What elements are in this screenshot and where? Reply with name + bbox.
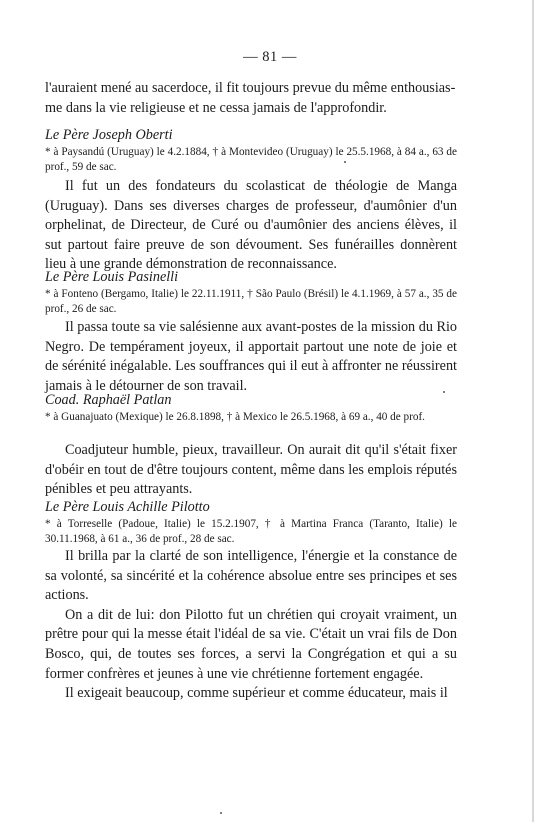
obituary-text-patlan <box>45 441 457 500</box>
entry-paragraph: Coadjuteur humble, pieux, travailleur. On aurait dit qu'il s'était fixer d'obéir en tout de d'être toujours content, même dans les emplois réputés pénibles et peu attrayants. <box>45 442 457 498</box>
entry-paragraph: Il brilla par la clarté de son intelligence, l'énergie et la constance de sa volonté, sa sincérité et la cohérence absolue entre ses principes et ses actions. <box>45 548 457 604</box>
obituary-text-oberti <box>45 177 457 275</box>
entry-details: * à Torreselle (Padoue, Italie) le 15.2.1907, † à Martina Franca (Taranto, Italie) le 30.11.1968, à 61 a., 36 de prof., 28 de sac. <box>45 518 457 545</box>
obituary-entry-pasinelli <box>45 268 457 316</box>
scan-speck <box>443 391 445 393</box>
page-edge <box>532 0 534 822</box>
intro-line-1: l'auraient mené au sacerdoce, il fit toujours prevue du même enthousias- <box>45 80 456 96</box>
entry-paragraph: Il passa toute sa vie salésienne aux avant-postes de la mission du Rio Negro. De tempérament joyeux, il apportait partout une note de joie et de sérénité inégalable. Les souffrances qui il eut à affronter ne réussirent jamais à le détourner de son travail. <box>45 319 457 394</box>
entry-name: Coad. Raphaël Patlan <box>45 392 172 408</box>
entry-name: Le Père Louis Pasinelli <box>45 269 179 285</box>
intro-line-2: me dans la vie religieuse et ne cessa jamais de l'approfondir. <box>45 99 387 116</box>
entry-paragraph: On a dit de lui: don Pilotto fut un chrétien qui croyait vraiment, un prêtre pour qui la messe était l'idéal de sa vie. C'était un vrai fils de Don Bosco, qui, de toutes ses forces, a servi la Congrégation et qui a su former confrères et jeunes à une vie chrétienne fortement engagée. <box>45 606 457 682</box>
entry-paragraph: Il exigeait beaucoup, comme supérieur et comme éducateur, mais il <box>65 685 448 702</box>
obituary-text-pasinelli <box>45 318 457 396</box>
obituary-entry-patlan <box>45 391 457 425</box>
obituary-entry-oberti <box>45 126 457 174</box>
entry-name: Le Père Joseph Oberti <box>45 127 173 143</box>
entry-details: * à Guanajuato (Mexique) le 26.8.1898, † à Mexico le 26.5.1968, à 69 a., 40 de prof. <box>45 411 425 423</box>
entry-name: Le Père Louis Achille Pilotto <box>45 499 210 515</box>
entry-paragraph: Il fut un des fondateurs du scolasticat de théologie de Manga (Uruguay). Dans ses diverses charges de professeur, d'aumônier d'un orphelinat, de Directeur, de Curé ou d'aumônier des anciens élèves, il sut partout faire preuve de son dévoument. Ses funérailles donnèrent lieu à une grande démonstration de reconnaissance. <box>45 178 457 273</box>
entry-details: * à Paysandú (Uruguay) le 4.2.1884, † à Montevideo (Uruguay) le 25.5.1968, à 84 a., 63 de prof., 59 de sac. <box>45 146 457 173</box>
obituary-text-pilotto <box>45 547 457 704</box>
scan-speck <box>220 812 222 814</box>
page-number: — 81 — <box>243 49 297 65</box>
intro-paragraph <box>45 79 457 118</box>
entry-details: * à Fonteno (Bergamo, Italie) le 22.11.1911, † São Paulo (Brésil) le 4.1.1969, à 57 a., 35 de prof., 26 de sac. <box>45 288 457 315</box>
obituary-entry-pilotto <box>45 498 457 546</box>
scan-speck <box>344 161 346 163</box>
